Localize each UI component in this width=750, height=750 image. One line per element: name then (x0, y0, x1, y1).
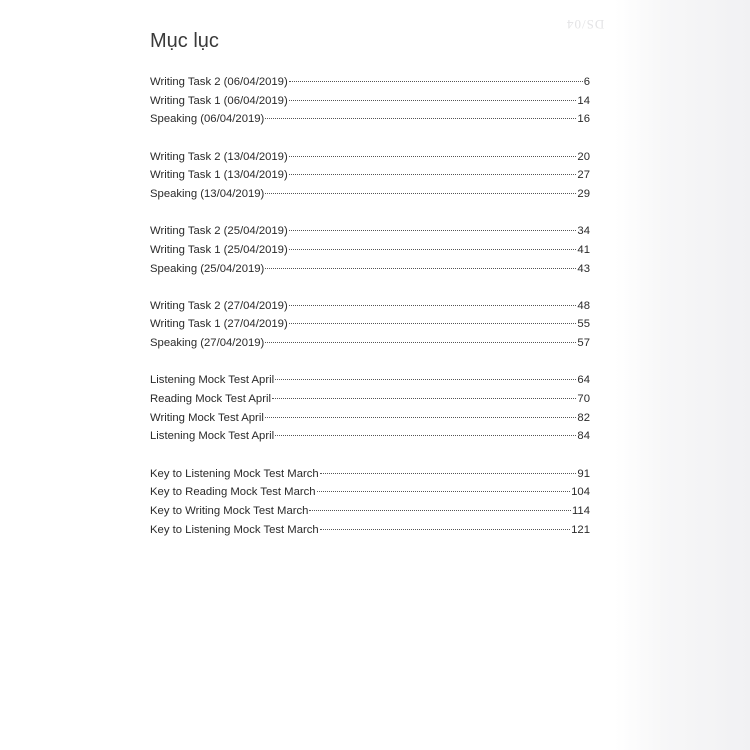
toc-group (150, 222, 590, 278)
dot-leader (289, 174, 577, 175)
toc-entry-page-number: 14 (577, 94, 590, 107)
dot-leader (265, 118, 576, 119)
toc-entry[interactable] (150, 222, 590, 241)
dot-leader (289, 156, 577, 157)
toc-entry[interactable] (150, 409, 590, 428)
toc-entry-page-number: 64 (577, 374, 590, 387)
toc-entry-label: Listening Mock Test April (150, 374, 275, 387)
toc-entry-page-number: 121 (571, 523, 590, 536)
toc-entry-page-number: 82 (577, 411, 590, 424)
toc-entry-page-number: 20 (577, 150, 590, 163)
toc-entry-label: Reading Mock Test April (150, 392, 271, 405)
toc-entry-label: Speaking (13/04/2019) (150, 187, 265, 200)
page-edge-shadow (615, 0, 750, 750)
table-of-contents (150, 73, 590, 558)
toc-entry-label: Key to Reading Mock Test March (150, 486, 316, 499)
dot-leader (289, 81, 583, 82)
toc-entry[interactable] (150, 371, 590, 390)
dot-leader (320, 473, 577, 474)
toc-entry-label: Writing Task 2 (13/04/2019) (150, 150, 288, 163)
dot-leader (265, 268, 576, 269)
dot-leader (289, 100, 577, 101)
toc-entry-page-number: 41 (577, 243, 590, 256)
toc-entry[interactable] (150, 521, 590, 540)
toc-entry-label: Writing Task 1 (13/04/2019) (150, 169, 288, 182)
dot-leader (272, 398, 576, 399)
dot-leader (275, 435, 576, 436)
toc-entry-page-number: 57 (577, 337, 590, 350)
toc-entry[interactable] (150, 185, 590, 204)
toc-entry[interactable] (150, 241, 590, 260)
page-title: Mục lục (150, 30, 219, 52)
dot-leader (289, 323, 577, 324)
toc-group (150, 371, 590, 446)
dot-leader (265, 342, 576, 343)
toc-entry[interactable] (150, 390, 590, 409)
toc-entry-page-number: 16 (577, 113, 590, 126)
toc-entry-label: Key to Listening Mock Test March (150, 523, 319, 536)
dot-leader (289, 305, 577, 306)
dot-leader (320, 529, 570, 530)
toc-entry[interactable] (150, 427, 590, 446)
toc-group (150, 465, 590, 540)
toc-entry-label: Speaking (06/04/2019) (150, 113, 265, 126)
toc-entry-label: Key to Writing Mock Test March (150, 504, 309, 517)
toc-entry-label: Writing Task 2 (06/04/2019) (150, 76, 288, 88)
bleed-through-text: DS/04 (566, 17, 605, 32)
toc-entry[interactable] (150, 502, 590, 521)
toc-entry[interactable] (150, 92, 590, 111)
toc-entry-page-number: 70 (577, 392, 590, 405)
dot-leader (309, 510, 571, 511)
toc-group (150, 73, 590, 129)
dot-leader (275, 379, 576, 380)
toc-entry-page-number: 48 (577, 299, 590, 312)
dot-leader (265, 193, 576, 194)
toc-group (150, 297, 590, 353)
toc-entry[interactable] (150, 315, 590, 334)
toc-entry[interactable] (150, 260, 590, 279)
toc-entry[interactable] (150, 166, 590, 185)
toc-entry[interactable] (150, 334, 590, 353)
toc-entry-label: Writing Task 1 (25/04/2019) (150, 243, 288, 256)
dot-leader (317, 491, 571, 492)
toc-entry-page-number: 84 (577, 430, 590, 443)
toc-entry-label: Writing Task 1 (27/04/2019) (150, 318, 288, 331)
toc-entry[interactable] (150, 110, 590, 129)
toc-entry-label: Writing Task 1 (06/04/2019) (150, 94, 288, 107)
toc-entry-label: Writing Mock Test April (150, 411, 264, 424)
toc-entry[interactable] (150, 73, 590, 92)
toc-entry-page-number: 43 (577, 262, 590, 275)
toc-entry-page-number: 29 (577, 187, 590, 200)
toc-entry-label: Speaking (27/04/2019) (150, 337, 265, 350)
toc-entry[interactable] (150, 465, 590, 484)
toc-entry-label: Listening Mock Test April (150, 430, 275, 443)
toc-entry[interactable] (150, 483, 590, 502)
toc-entry-label: Speaking (25/04/2019) (150, 262, 265, 275)
toc-entry-page-number: 34 (577, 225, 590, 238)
toc-entry-label: Writing Task 2 (27/04/2019) (150, 299, 288, 312)
toc-entry[interactable] (150, 148, 590, 167)
toc-entry[interactable] (150, 297, 590, 316)
toc-entry-page-number: 104 (571, 486, 590, 499)
dot-leader (265, 417, 577, 418)
toc-entry-label: Key to Listening Mock Test March (150, 467, 319, 480)
dot-leader (289, 230, 577, 231)
toc-entry-page-number: 114 (571, 504, 590, 517)
dot-leader (289, 249, 577, 250)
toc-entry-page-number: 27 (577, 169, 590, 182)
toc-entry-page-number: 91 (577, 467, 590, 480)
toc-entry-label: Writing Task 2 (25/04/2019) (150, 225, 288, 238)
toc-group (150, 148, 590, 204)
toc-entry-page-number: 6 (583, 76, 590, 88)
toc-entry-page-number: 55 (577, 318, 590, 331)
